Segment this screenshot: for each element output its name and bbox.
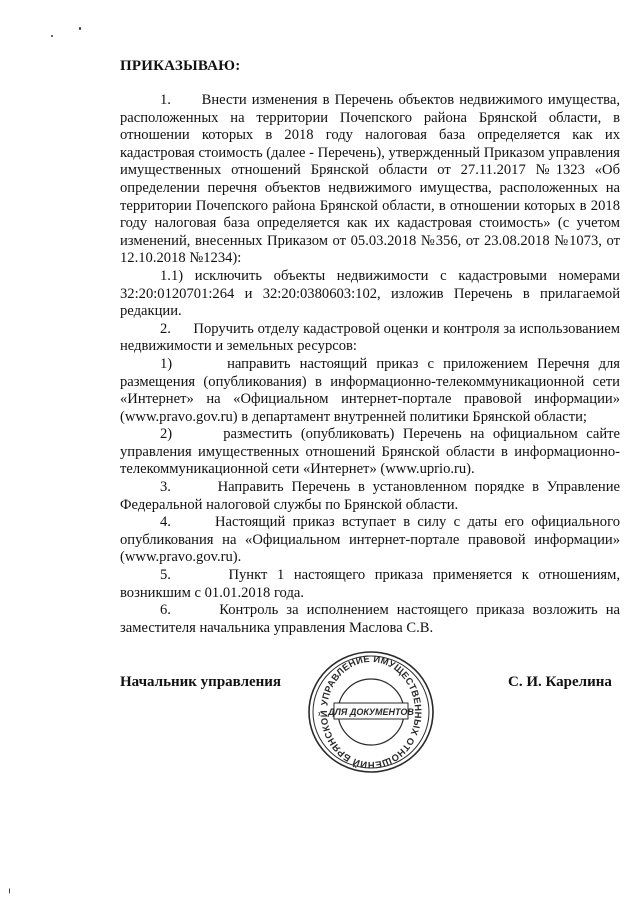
paragraph-6: 6. Контроль за исполнением настоящего приказа возложить на заместителя начальника управления Маслова С.В. [120, 602, 620, 636]
paragraph-2: 2. Поручить отделу кадастровой оценки и контроля за использованием недвижимости и земельных ресурсов: [120, 320, 620, 355]
official-stamp [296, 648, 446, 776]
paragraph-1: 1. Внести изменения в Перечень объектов недвижимого имущества, расположенных на территории Почепского района Брянской области, в отношении которых в 2018 году налоговая база определяется как их кадастровая стоимость (далее - Перечень), утвержденный Приказом управления имущественных отношений Брянской области от 27.11.2017 №1323 «Об определении перечня объектов недвижимого имущества, расположенных на территории Почепского района Брянской области, в отношении которых в 2018 году налоговая база определяется как их кадастровая стоимость» (с учетом изменений, внесенных Приказом от 05.03.2018 №356, от 23.08.2018 №1073, от 12.10.2018 №1234): [120, 92, 620, 267]
paragraph-3: 3. Направить Перечень в установленном порядке в Управление Федеральной налоговой службы по Брянской области. [120, 479, 620, 513]
paragraph-5: 5. Пункт 1 настоящего приказа применяется к отношениям, возникшим с 01.01.2018 года. [120, 567, 620, 601]
order-heading: ПРИКАЗЫВАЮ: [120, 58, 241, 74]
paragraph-2-2: 2) разместить (опубликовать) Перечень на официальном сайте управления имущественных отношений Брянской области в информационно-телекоммуникационной сети «Интернет» (www.uprio.ru). [120, 426, 620, 478]
signatory-name: С. И. Карелина [508, 674, 612, 690]
paragraph-1-1: 1.1) исключить объекты недвижимости с кадастровыми номерами 32:20:0120701:264 и 32:20:0380603:102, изложив Перечень в прилагаемой редакции. [120, 267, 620, 320]
stamp-ring-text: УПРАВЛЕНИЕ ИМУЩЕСТВЕННЫХ ОТНОШЕНИЙ БРЯНСКОЙ [317, 652, 425, 772]
paragraph-4: 4. Настоящий приказ вступает в силу с даты его официального опубликования на «Официальном интернет-портале правовой информации» (www.pravo.gov.ru). [120, 514, 620, 566]
stamp-center-text: ДЛЯ ДОКУМЕНТОВ [328, 707, 414, 717]
paragraph-2-1: 1) направить настоящий приказ с приложением Перечня для размещения (опубликования) в информационно-телекоммуникационной сети «Интернет» на «Официальном интернет-портале правовой информации» (www.pravo.gov.ru) в департамент внутренней политики Брянской области; [120, 355, 620, 425]
order-body [120, 92, 620, 637]
signatory-position: Начальник управления [120, 674, 282, 690]
